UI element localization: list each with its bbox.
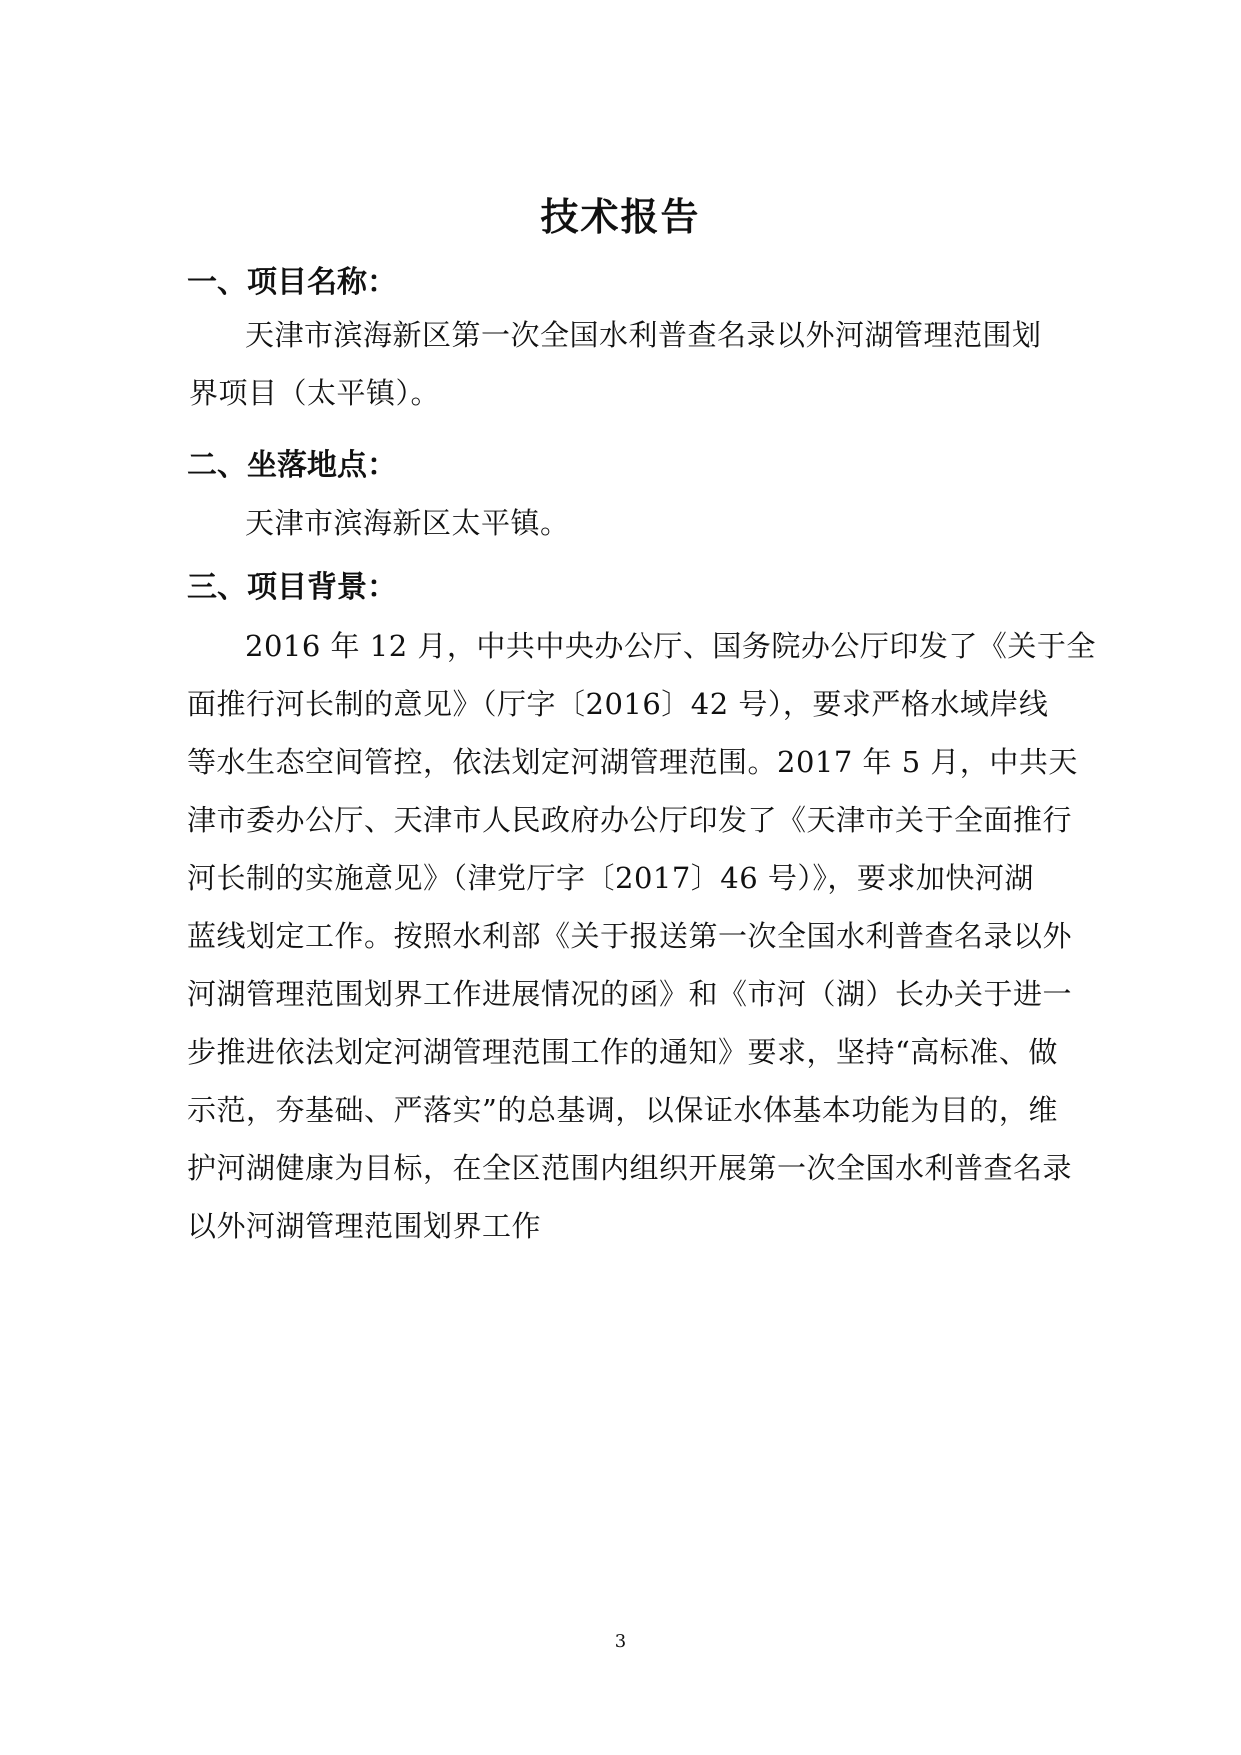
paragraph-line: 界项目（太平镇）。 xyxy=(189,376,441,410)
page-number: 3 xyxy=(614,1631,627,1652)
paragraph-line: 天津市滨海新区太平镇。 xyxy=(245,506,570,540)
section-body-background xyxy=(187,617,1096,1255)
section-heading-project-name: 一、项目名称： xyxy=(187,265,397,300)
paragraph-line: 河湖管理范围划界工作进展情况的函》和《市河（湖）长办关于进一 xyxy=(187,977,1073,1011)
paragraph-line: 以外河湖管理范围划界工作 xyxy=(187,1209,542,1243)
paragraph-line: 2016 年 12 月，中共中央办公厅、国务院办公厅印发了《关于全 xyxy=(245,629,1096,663)
paragraph-line: 蓝线划定工作。按照水利部《关于报送第一次全国水利普查名录以外 xyxy=(187,919,1073,953)
paragraph-line: 等水生态空间管控，依法划定河湖管理范围。2017 年 5 月，中共天 xyxy=(187,745,1078,779)
paragraph-line: 步推进依法划定河湖管理范围工作的通知》要求，坚持“高标准、做 xyxy=(187,1035,1058,1069)
section-heading-background: 三、项目背景： xyxy=(187,570,397,605)
section-heading-location: 二、坐落地点： xyxy=(187,448,397,483)
paragraph-line: 面推行河长制的意见》（厅字〔2016〕42 号），要求严格水域岸线 xyxy=(187,687,1049,721)
paragraph-line: 护河湖健康为目标，在全区范围内组织开展第一次全国水利普查名录 xyxy=(187,1151,1073,1185)
paragraph-line: 示范，夯基础、严落实”的总基调，以保证水体基本功能为目的，维 xyxy=(187,1093,1058,1127)
section-body-project-name xyxy=(187,306,1042,422)
paragraph-line: 津市委办公厅、天津市人民政府办公厅印发了《天津市关于全面推行 xyxy=(187,803,1073,837)
paragraph-line: 河长制的实施意见》（津党厅字〔2017〕46 号）》，要求加快河湖 xyxy=(187,861,1034,895)
document-title: 技术报告 xyxy=(540,194,701,239)
section-body-location xyxy=(187,494,570,552)
paragraph-line: 天津市滨海新区第一次全国水利普查名录以外河湖管理范围划 xyxy=(245,318,1042,352)
